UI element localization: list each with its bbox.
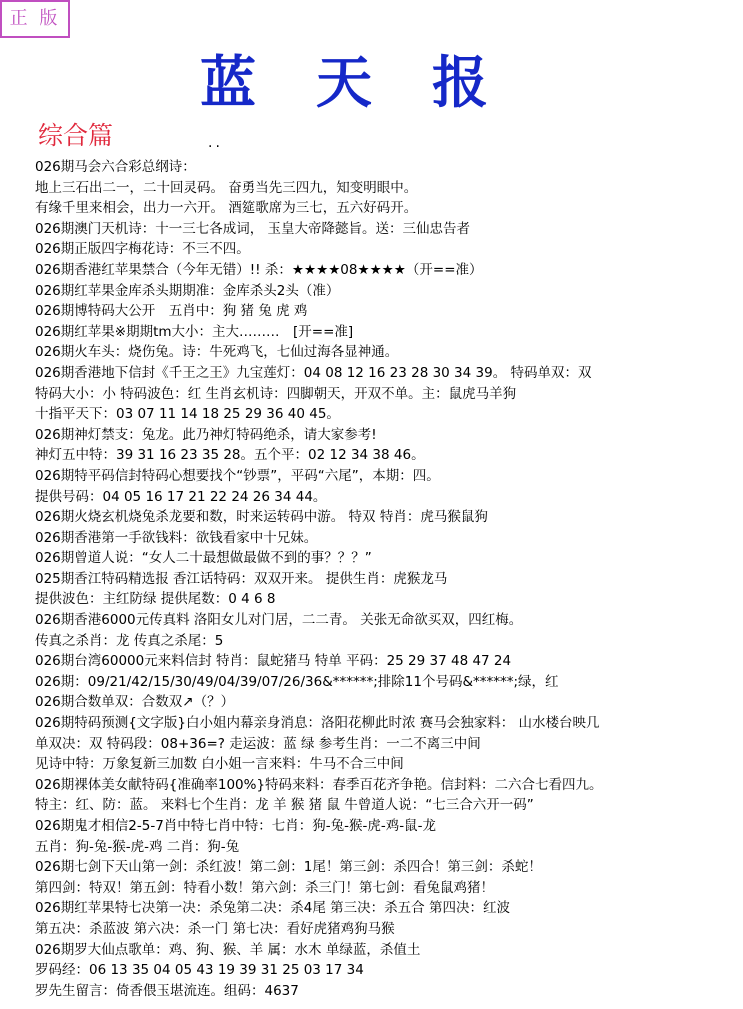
content-line: 026期火车头：烧伤兔。诗：牛死鸡飞，七仙过海各显神通。 — [35, 344, 399, 361]
content-line: 026期曾道人说：“女人二十最想做最做不到的事？？？” — [35, 550, 372, 567]
newspaper-title: 蓝天报 — [200, 50, 548, 116]
content-line: 特主：红、防：蓝。 来料七个生肖：龙 羊 猴 猪 鼠 牛曾道人说：“七三合六开一码” — [35, 797, 534, 814]
content-line: 地上三石出二一，二十回灵码。 奋勇当先三四九，知变明眼中。 — [35, 179, 418, 196]
content-line: 026期红苹果特七决第一决：杀兔第二决：杀4尾 第三决：杀五合 第四决：红波 — [35, 900, 510, 917]
content-line: 026期合数单双：合数双↗（？） — [35, 694, 235, 711]
content-line: 026期香港地下信封《千王之王》九宝莲灯：04 08 12 16 23 28 30 34 39。 特码单双：双 — [35, 364, 592, 381]
heading-dots: .. — [208, 135, 223, 151]
content-line: 026期罗大仙点歌单：鸡、狗、猴、羊 属：水木 单绿蓝，杀值土 — [35, 941, 421, 958]
content-line: 026期香港红苹果禁合（今年无错）!! 杀：★★★★08★★★★（开==准） — [35, 261, 483, 278]
content-line: 026期火烧玄机烧兔杀龙要和数，时来运转码中游。 特双 特肖：虎马猴鼠狗 — [35, 509, 488, 526]
content-line: 提供波色：主红防绿 提供尾数：0 4 6 8 — [35, 591, 276, 608]
content-line: 026期红苹果金库杀头期期准：金库杀头2头（准） — [35, 282, 340, 299]
content-line: 第五决：杀蓝波 第六决：杀一门 第七决：看好虎猪鸡狗马猴 — [35, 920, 395, 937]
content-line: 026期红苹果※期期tm大小：主大……… [开==准] — [35, 323, 354, 340]
content-line: 十指平天下：03 07 11 14 18 25 29 36 40 45。 — [35, 406, 340, 423]
content-line: 罗码经：06 13 35 04 05 43 19 39 31 25 03 17 34 — [35, 962, 364, 979]
content-line: 026期博特码大公开 五肖中：狗 猪 兔 虎 鸡 — [35, 303, 308, 320]
content-line: 026期香港第一手欲钱料：欲钱看家中十兄妹。 — [35, 529, 318, 546]
content-line: 026期裸体美女献特码{准确率100%}特码来料：春季百花齐争艳。信封料：二六合七看四九。 — [35, 776, 603, 793]
content-line: 026期：09/21/42/15/30/49/04/39/07/26/36&******;排除11个号码&******;绿，红 — [35, 673, 559, 690]
content-line: 026期特平码信封特码心想要找个“钞票”，平码“六尾”，本期：四。 — [35, 467, 440, 484]
content-line: 026期香港6000元传真料 洛阳女儿对门居，二二青。 关张无命欲买双，四红梅。 — [35, 612, 523, 629]
content-lines — [35, 157, 739, 1001]
content-line: 第四剑：特双！第五剑：特看小数！第六剑：杀三门！第七剑：看兔鼠鸡猪！ — [35, 879, 494, 896]
edition-badge: 正 版 — [0, 0, 70, 38]
content-line: 025期香江特码精选报 香江话特码：双双开来。 提供生肖：虎猴龙马 — [35, 570, 448, 587]
content-line: 特码大小：小 特码波色：红 生肖玄机诗：四脚朝天，开双不单。主：鼠虎马羊狗 — [35, 385, 517, 402]
content-line: 026期马会六合彩总纲诗： — [35, 159, 196, 175]
content-line: 神灯五中特：39 31 16 23 35 28。五个平：02 12 34 38 46。 — [35, 447, 425, 464]
content-line: 026期七剑下天山第一剑：杀红波！第二剑：1尾！第三剑：杀四合！第三剑：杀蛇！ — [35, 859, 542, 876]
content-line: 单双决：双 特码段：08+36=? 走运波：蓝 绿 参考生肖：一二不离三中间 — [35, 735, 481, 752]
content-line: 026期澳门天机诗：十一三七各成词， 玉皇大帝降懿旨。送：三仙忠告者 — [35, 220, 471, 237]
content-line: 026期特码预测{文字版}白小姐内幕亲身消息：洛阳花柳此时浓 赛马会独家料： 山水楼台映几 — [35, 715, 600, 732]
content-line: 026期正版四字梅花诗：不三不四。 — [35, 241, 250, 258]
content-line: 026期台湾60000元来料信封 特肖：鼠蛇猪马 特单 平码：25 29 37 48 47 24 — [35, 653, 512, 670]
content-line: 有缘千里来相会，出力一六开。 酒筵歌席为三七，五六好码开。 — [35, 200, 418, 217]
content-line: 五肖：狗-兔-猴-虎-鸡 二肖：狗-兔 — [35, 838, 240, 855]
section-heading: 综合篇 — [38, 121, 114, 150]
content-line: 026期鬼才相信2-5-7肖中特七肖中特：七肖：狗-兔-猴-虎-鸡-鼠-龙 — [35, 818, 437, 834]
content-line: 罗先生留言：倚香偎玉堪流连。组码：4637 — [35, 982, 299, 999]
content-line: 026期神灯禁支：兔龙。此乃神灯特码绝杀，请大家参考! — [35, 426, 377, 443]
content-line: 提供号码：04 05 16 17 21 22 24 26 34 44。 — [35, 488, 327, 505]
content-line: 见诗中特：万象复新三加数 白小姐一言来料：牛马不合三中间 — [35, 756, 404, 773]
content-line: 传真之杀肖：龙 传真之杀尾：5 — [35, 632, 224, 649]
